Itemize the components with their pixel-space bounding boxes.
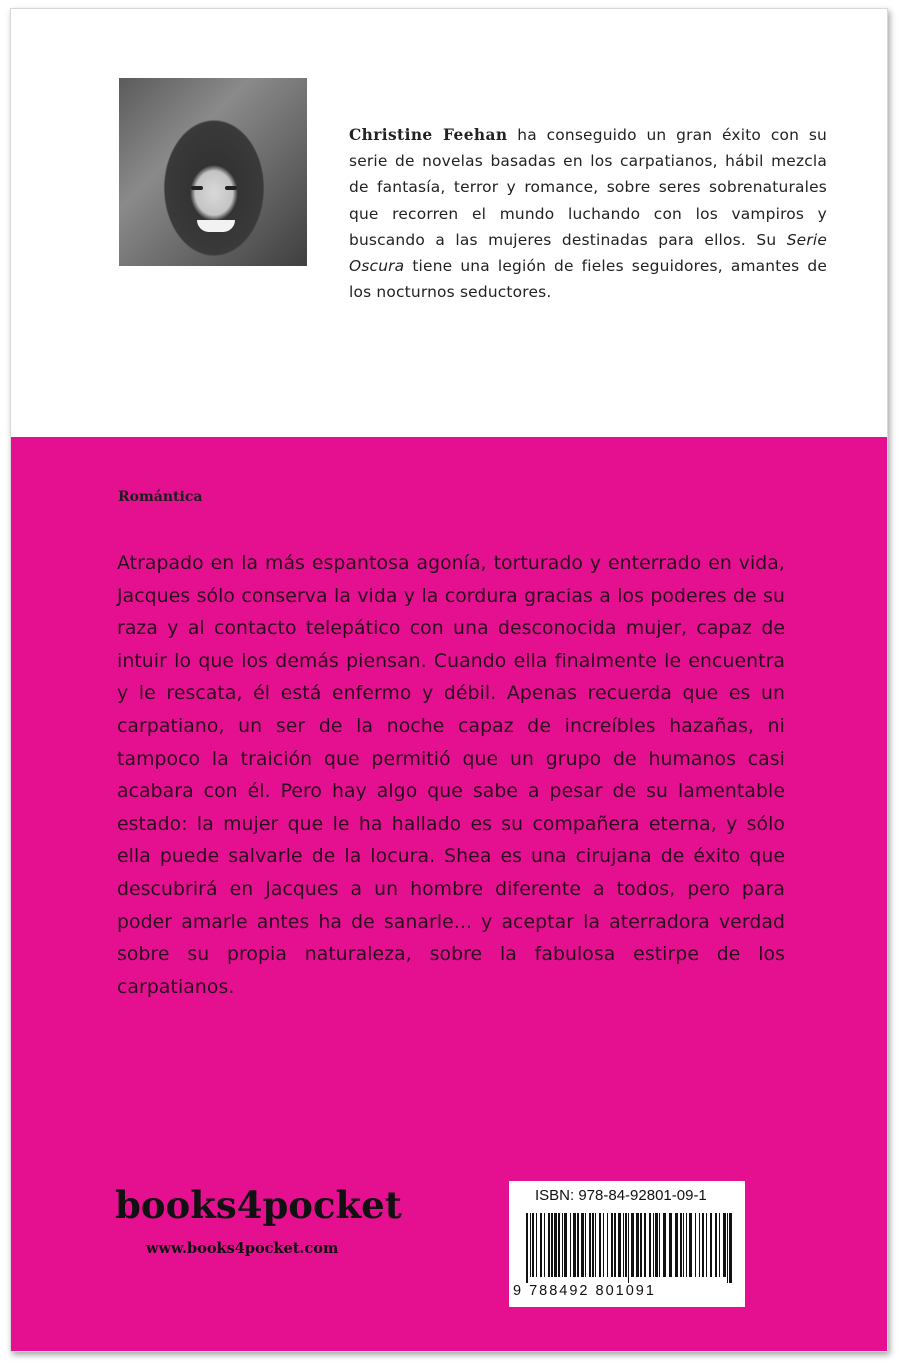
barcode-bar	[558, 1213, 560, 1277]
barcode-bar	[526, 1213, 528, 1283]
barcode-digits: 9 788492 801091	[513, 1283, 656, 1299]
barcode-bar	[640, 1213, 642, 1277]
barcode-bar	[669, 1213, 672, 1277]
blurb-section	[11, 437, 887, 1351]
barcode-bar	[544, 1213, 545, 1277]
barcode-bar	[536, 1213, 537, 1277]
author-name: Christine Feehan	[349, 126, 508, 144]
blurb-text: Atrapado en la más espantosa agonía, torturado y enterrado en vida, Jacques sólo conserva la vida y la cordura gracias a los poderes de su raza y al contacto telepático con una desconocida mujer, capaz de intuir lo que los demás piensan. Cuando ella finalmente le encuentra y le rescata, él está enfermo y débil. Apenas recuerda que es un carpatiano, un ser de la noche capaz de increíbles hazañas, ni tampoco la traición que permitió que un grupo de humanos casi acabara con él. Pero hay algo que sabe a pesar de su lamentable estado: la mujer que le ha hallado es su compañera eterna, y sólo ella puede salvarle de la locura. Shea es una cirujana de éxito que descubrirá en Jacques a un hombre diferente a todos, pero para poder amarle antes ha de sanarle... y aceptar la aterradora verdad sobre su propia naturaleza, sobre la fabulosa estirpe de los carpatianos.	[117, 553, 785, 998]
publisher-brand: books4pocket	[115, 1183, 402, 1227]
bio-text-1: ha conseguido un gran éxito con su serie de novelas basadas en los carpatianos, hábil mezcla de fantasía, terror y romance, sobre seres sobrenaturales que recorren el mundo luchando con los vampiros y buscando a las mujeres destinadas para ellos. Su	[349, 126, 827, 249]
barcode-bar	[706, 1213, 707, 1277]
barcode-bar	[719, 1213, 720, 1277]
author-bio	[349, 122, 827, 305]
barcode-bar	[649, 1213, 651, 1277]
barcode-bar	[628, 1213, 629, 1283]
isbn-label: ISBN: 978-84-92801-09-1	[535, 1187, 707, 1204]
barcode-bar	[564, 1213, 567, 1277]
barcode-bar	[603, 1213, 604, 1277]
barcode-bar	[595, 1213, 596, 1277]
barcode-bar	[715, 1213, 717, 1277]
barcode-bar	[577, 1213, 579, 1277]
barcode-bar	[659, 1213, 660, 1277]
bio-text-2: tiene una legión de fieles seguidores, amantes de los nocturnos seductores.	[349, 257, 827, 302]
barcode-bar	[663, 1213, 666, 1277]
barcode-bar	[570, 1213, 571, 1277]
barcode-bar	[655, 1213, 658, 1277]
barcode-bar	[540, 1213, 542, 1277]
barcode-bar	[614, 1213, 616, 1277]
barcode-bar	[644, 1213, 646, 1277]
barcode-bar	[551, 1213, 553, 1277]
barcode-bar	[548, 1213, 550, 1277]
photo-eye-right	[225, 186, 237, 190]
photo-smile	[197, 220, 235, 232]
author-photo	[119, 78, 307, 266]
barcode-bar	[532, 1213, 534, 1277]
series-name: Serie Oscura	[349, 230, 827, 276]
barcode-bar	[653, 1213, 654, 1277]
barcode-bar	[683, 1213, 684, 1277]
barcode-bar	[702, 1213, 704, 1277]
barcode-bar	[607, 1213, 608, 1277]
barcode-bar	[589, 1213, 591, 1277]
barcode-bar	[710, 1213, 712, 1277]
author-section	[11, 9, 887, 437]
barcode-bar	[573, 1213, 576, 1277]
barcode-bar	[631, 1213, 634, 1277]
barcode-bar	[581, 1213, 584, 1277]
barcode-bar	[611, 1213, 613, 1277]
photo-eye-left	[191, 186, 203, 190]
barcode-bar	[585, 1213, 586, 1277]
barcode-bar	[562, 1213, 563, 1277]
genre-label: Romántica	[118, 489, 203, 505]
barcode-bar	[618, 1213, 621, 1277]
book-back-cover	[10, 8, 888, 1352]
barcode-bars	[526, 1213, 732, 1283]
barcode-bar	[592, 1213, 594, 1277]
barcode-bar	[727, 1213, 728, 1283]
barcode-bar	[689, 1213, 692, 1277]
barcode-bar	[675, 1213, 678, 1277]
barcode-bar	[625, 1213, 627, 1277]
barcode-bar	[729, 1213, 732, 1283]
barcode-bar	[530, 1213, 531, 1277]
barcode-bar	[699, 1213, 700, 1277]
publisher-url[interactable]: www.books4pocket.com	[146, 1240, 339, 1257]
barcode-bar	[554, 1213, 557, 1277]
barcode-bar	[680, 1213, 682, 1277]
barcode-box	[509, 1181, 745, 1307]
barcode-bar	[723, 1213, 726, 1277]
barcode-bar	[623, 1213, 624, 1277]
barcode-bar	[636, 1213, 639, 1277]
barcode-bar	[599, 1213, 601, 1277]
barcode-bar	[686, 1213, 687, 1277]
barcode-bar	[695, 1213, 696, 1277]
